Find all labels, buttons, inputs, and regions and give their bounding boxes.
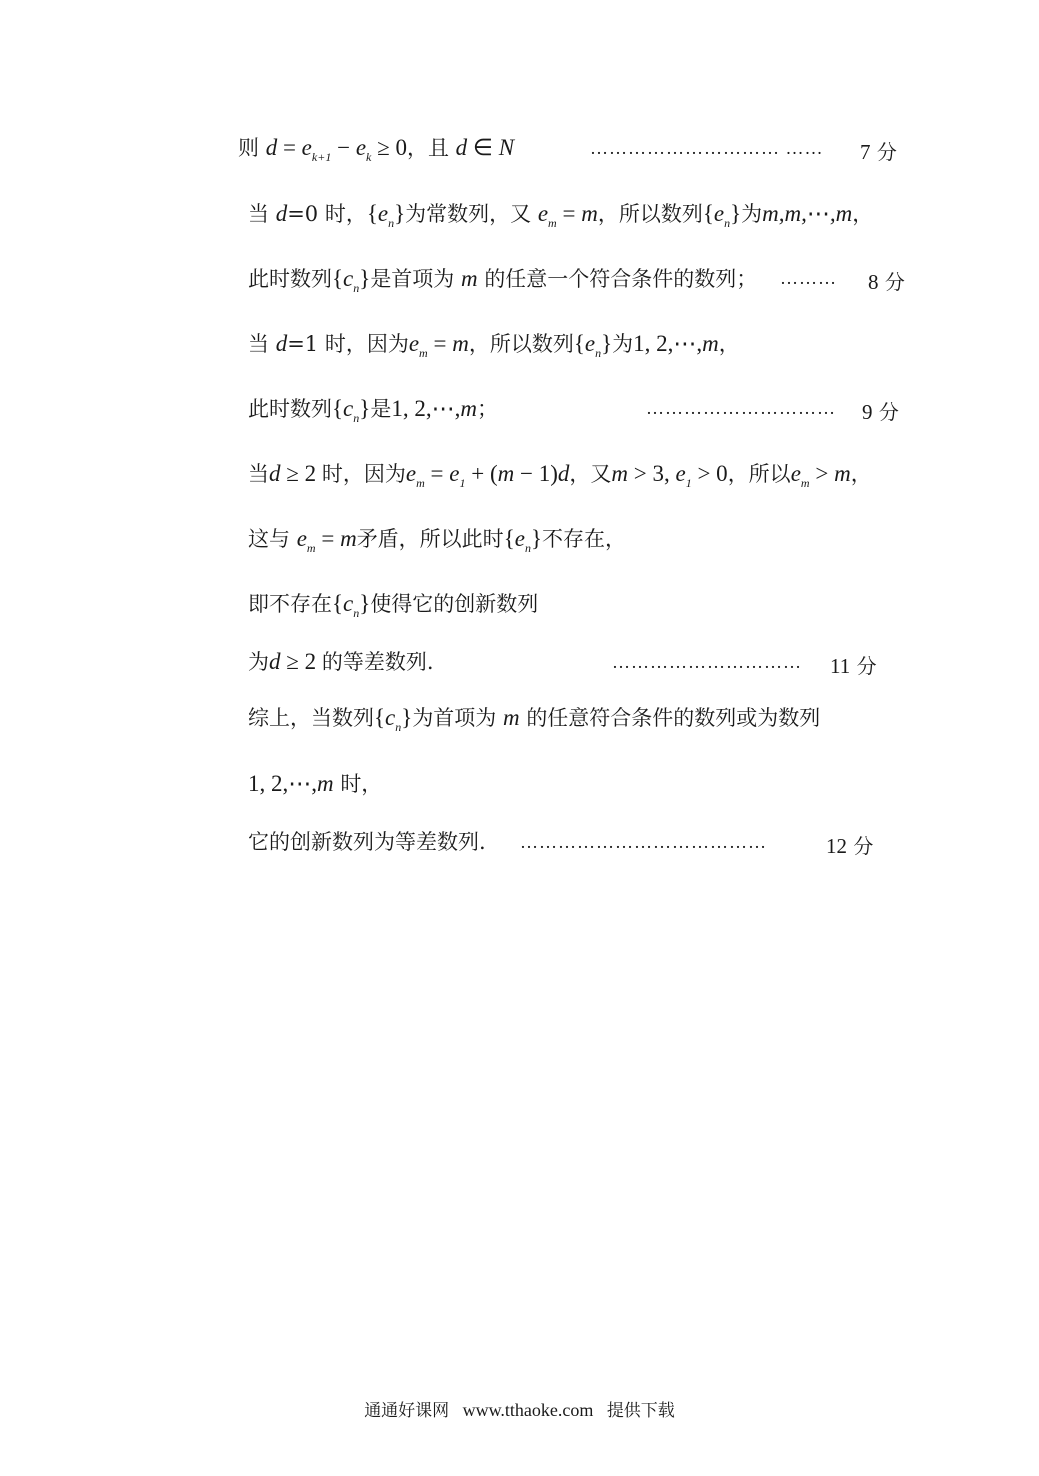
score-dots-12: ………………………………… <box>520 832 767 852</box>
footer-url[interactable]: www.tthaoke.com <box>462 1400 594 1420</box>
score-dots-9: ………………………… <box>612 652 802 672</box>
footer <box>0 1396 1039 1421</box>
line-2: 当 d=0 时，$\{e_n\}$为常数列，又 $e_m = m$，所以数列$\{e_n\}$为m,m,⋯,m， <box>248 201 874 230</box>
line-3: 此时数列$\{c_n\}$是首项为 m 的任意一个符合条件的数列； <box>248 266 758 295</box>
line-12: 它的创新数列为等差数列. <box>248 830 486 854</box>
line-1: 则 $d = e_{k+1} - e_k \ge 0$，且 d ∈ N <box>238 135 515 164</box>
line-7: 这与 $e_m = m$矛盾，所以此时$\{e_n\}$不存在， <box>248 526 626 555</box>
score-5: 9 分 <box>862 400 899 424</box>
line-5: 此时数列$\{c_n\}$是1, 2,⋯,m； <box>248 396 498 425</box>
score-dots-5: ………………………… <box>646 398 836 418</box>
text: ，且 <box>406 136 449 160</box>
text: 则 <box>238 136 259 160</box>
line-10: 综上，当数列$\{c_n\}$为首项为 m 的任意符合条件的数列或为数列 <box>248 705 821 734</box>
line-8: 即不存在$\{c_n\}$使得它的创新数列 <box>248 591 539 620</box>
footer-site-name: 通通好课网 <box>364 1401 450 1421</box>
score-dots-1: ………………………… …… <box>590 138 824 158</box>
line-4: 当 d=1 时，因为$e_m = m$，所以数列$\{e_n\}$为1, 2,⋯,m， <box>248 331 740 360</box>
score-9: 11 分 <box>830 654 877 678</box>
score-1: 7 分 <box>860 140 897 164</box>
line-6: 当d ≥ 2 时，因为$e_m = e_1 + (m - 1)d$，又m > 3, $e_1 > 0$，所以$e_m > m$， <box>248 461 872 490</box>
score-12: 12 分 <box>826 834 874 858</box>
line-9: 为d ≥ 2 的等差数列. <box>248 649 434 674</box>
score-3: 8 分 <box>868 270 905 294</box>
line-11: 1, 2,⋯,m 时， <box>248 771 383 796</box>
footer-suffix: 提供下载 <box>606 1401 675 1421</box>
score-dots-3: ……… <box>780 268 837 288</box>
